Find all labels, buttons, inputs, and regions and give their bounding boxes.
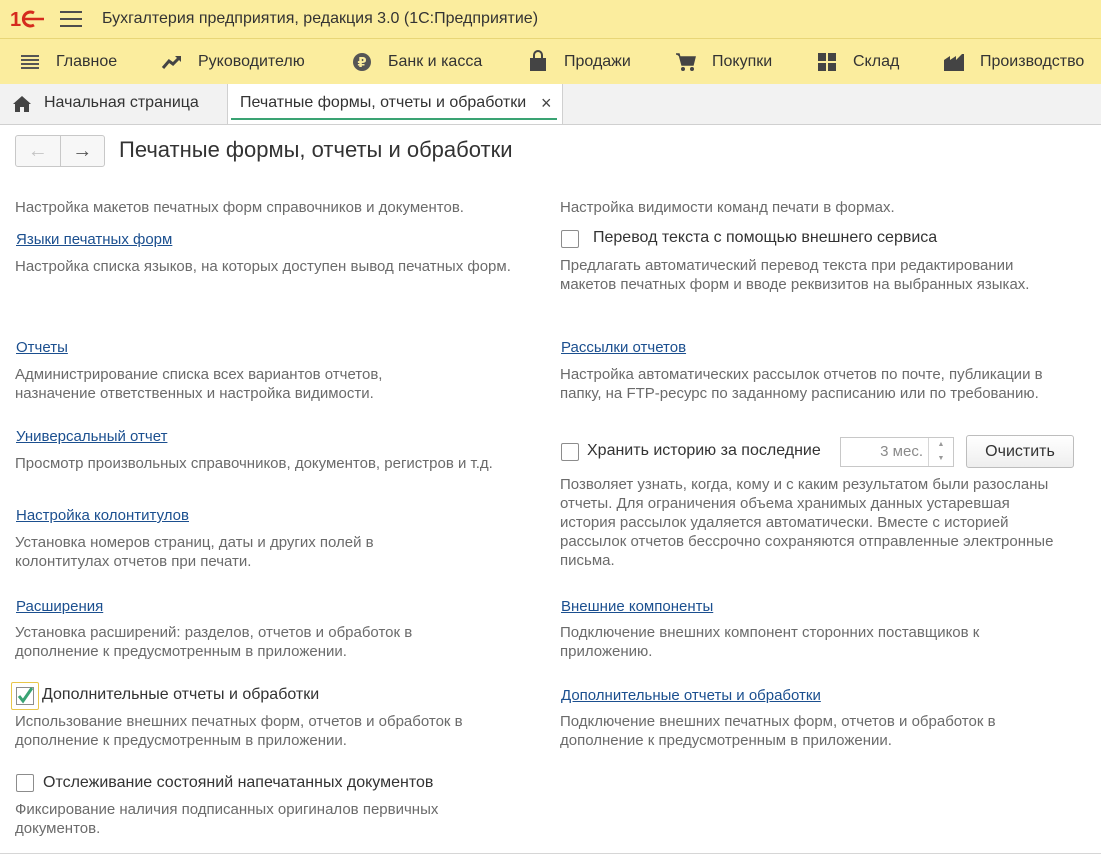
additional-reports-checkbox[interactable] bbox=[11, 682, 39, 710]
languages-link[interactable]: Языки печатных форм bbox=[16, 231, 173, 248]
menu-item-label: Склад bbox=[853, 53, 900, 70]
report-mailing-link[interactable]: Рассылки отчетов bbox=[561, 339, 687, 356]
forward-button[interactable]: → bbox=[72, 139, 93, 162]
menu-item-label: Производство bbox=[980, 53, 1085, 70]
translate-checkbox[interactable] bbox=[561, 230, 579, 248]
extensions-desc: Установка расширений: разделов, отчетов и обработок в дополнение к предусмотренным в приложении. bbox=[15, 624, 413, 660]
clear-button[interactable]: Очистить bbox=[966, 435, 1074, 468]
stepper-arrows bbox=[928, 438, 953, 466]
active-tab-underline bbox=[231, 118, 557, 120]
home-icon bbox=[12, 95, 32, 113]
report-mailing-desc: Настройка автоматических рассылок отчетов по почте, публикации в папку, на FTP-ресурс по заданному расписанию или по требованию. bbox=[560, 366, 1043, 402]
app-title: Бухгалтерия предприятия, редакция 3.0 (1С:Предприятие) bbox=[102, 10, 539, 27]
tabs-bar bbox=[0, 84, 1101, 125]
page-title: Печатные формы, отчеты и обработки bbox=[119, 137, 513, 162]
additional-reports-right-desc: Подключение внешних печатных форм, отчетов и обработок в дополнение к предусмотренным в приложении. bbox=[560, 713, 996, 749]
svg-text:1: 1 bbox=[10, 9, 22, 30]
external-components-desc: Подключение внешних компонент сторонних поставщиков к приложению. bbox=[560, 624, 980, 660]
shopping-bag-icon bbox=[526, 50, 550, 74]
menu-item-label: Главное bbox=[56, 53, 118, 70]
headers-footers-desc: Установка номеров страниц, даты и других полей в колонтитулах отчетов при печати. bbox=[15, 534, 374, 570]
left-intro-text: Настройка макетов печатных форм справочников и документов. bbox=[15, 199, 464, 216]
svg-text:₽: ₽ bbox=[357, 56, 367, 71]
menu-item-director[interactable] bbox=[160, 39, 305, 85]
stepper-down-icon[interactable]: ▼ bbox=[937, 455, 945, 462]
history-checkbox-label[interactable]: Хранить историю за последние bbox=[587, 442, 821, 459]
tracking-checkbox[interactable] bbox=[16, 774, 34, 792]
tracking-desc: Фиксирование наличия подписанных оригиналов первичных документов. bbox=[15, 801, 439, 837]
main-menu bbox=[0, 38, 1101, 85]
history-period-value: 3 мес. bbox=[880, 443, 923, 460]
menu-item-label: Покупки bbox=[712, 53, 773, 70]
reports-desc: Администрирование списка всех вариантов отчетов, назначение ответственных и настройка видимости. bbox=[15, 366, 383, 402]
checkmark-icon bbox=[12, 683, 38, 709]
reports-link[interactable]: Отчеты bbox=[16, 339, 68, 356]
translate-desc: Предлагать автоматический перевод текста при редактировании макетов печатных форм и вводе реквизитов на выбранных языках. bbox=[560, 257, 1030, 293]
additional-reports-checkbox-label[interactable]: Дополнительные отчеты и обработки bbox=[42, 686, 320, 703]
ruble-coin-icon bbox=[350, 50, 374, 74]
menu-item-production[interactable] bbox=[942, 39, 1084, 85]
universal-report-desc: Просмотр произвольных справочников, документов, регистров и т.д. bbox=[15, 455, 493, 472]
back-button[interactable]: ← bbox=[16, 136, 61, 166]
menu-item-bank[interactable] bbox=[350, 39, 482, 85]
tab-home-label: Начальная страница bbox=[44, 94, 199, 111]
trend-icon bbox=[160, 50, 184, 74]
history-checkbox[interactable] bbox=[561, 443, 579, 461]
title-bar bbox=[0, 0, 1101, 38]
menu-item-sales[interactable] bbox=[526, 39, 631, 85]
tab-active-label: Печатные формы, отчеты и обработки bbox=[240, 94, 527, 111]
menu-item-main[interactable] bbox=[18, 39, 117, 85]
universal-report-link[interactable]: Универсальный отчет bbox=[16, 428, 168, 445]
warehouse-grid-icon bbox=[815, 50, 839, 74]
tab-home[interactable] bbox=[0, 84, 222, 124]
translate-checkbox-label[interactable]: Перевод текста с помощью внешнего сервиса bbox=[593, 229, 938, 246]
menu-item-warehouse[interactable] bbox=[815, 39, 899, 85]
menu-item-purchases[interactable] bbox=[674, 39, 772, 85]
history-desc: Позволяет узнать, когда, кому и с каким результатом были разосланы отчеты. Для ограничения объема хранимых данных устаревшая история рассылок удаляется автоматически. Вместе с историей рассылок отчетов бессрочно сохраняются отправленные электронные письма. bbox=[560, 476, 1054, 569]
external-components-link[interactable]: Внешние компоненты bbox=[561, 598, 714, 615]
headers-footers-link[interactable]: Настройка колонтитулов bbox=[16, 507, 189, 524]
menu-item-label: Банк и касса bbox=[388, 53, 483, 70]
tab-print-forms[interactable] bbox=[227, 84, 563, 124]
hamburger-icon[interactable] bbox=[60, 11, 82, 27]
close-icon[interactable]: × bbox=[541, 93, 552, 113]
list-icon bbox=[18, 50, 42, 74]
cart-icon bbox=[674, 50, 698, 74]
bottom-divider bbox=[0, 853, 1101, 854]
right-intro-text: Настройка видимости команд печати в формах. bbox=[560, 199, 895, 216]
1c-logo-icon[interactable] bbox=[10, 8, 46, 30]
menu-item-label: Руководителю bbox=[198, 53, 305, 70]
factory-icon bbox=[942, 50, 966, 74]
extensions-link[interactable]: Расширения bbox=[16, 598, 104, 615]
tracking-checkbox-label[interactable]: Отслеживание состояний напечатанных документов bbox=[43, 774, 434, 791]
history-period-stepper[interactable] bbox=[840, 437, 954, 467]
stepper-up-icon[interactable]: ▲ bbox=[937, 441, 945, 448]
nav-buttons bbox=[15, 135, 105, 167]
additional-reports-link[interactable]: Дополнительные отчеты и обработки bbox=[561, 687, 821, 704]
languages-desc: Настройка списка языков, на которых доступен вывод печатных форм. bbox=[15, 258, 511, 275]
additional-reports-desc: Использование внешних печатных форм, отчетов и обработок в дополнение к предусмотренным в приложении. bbox=[15, 713, 463, 749]
menu-item-label: Продажи bbox=[564, 53, 631, 70]
